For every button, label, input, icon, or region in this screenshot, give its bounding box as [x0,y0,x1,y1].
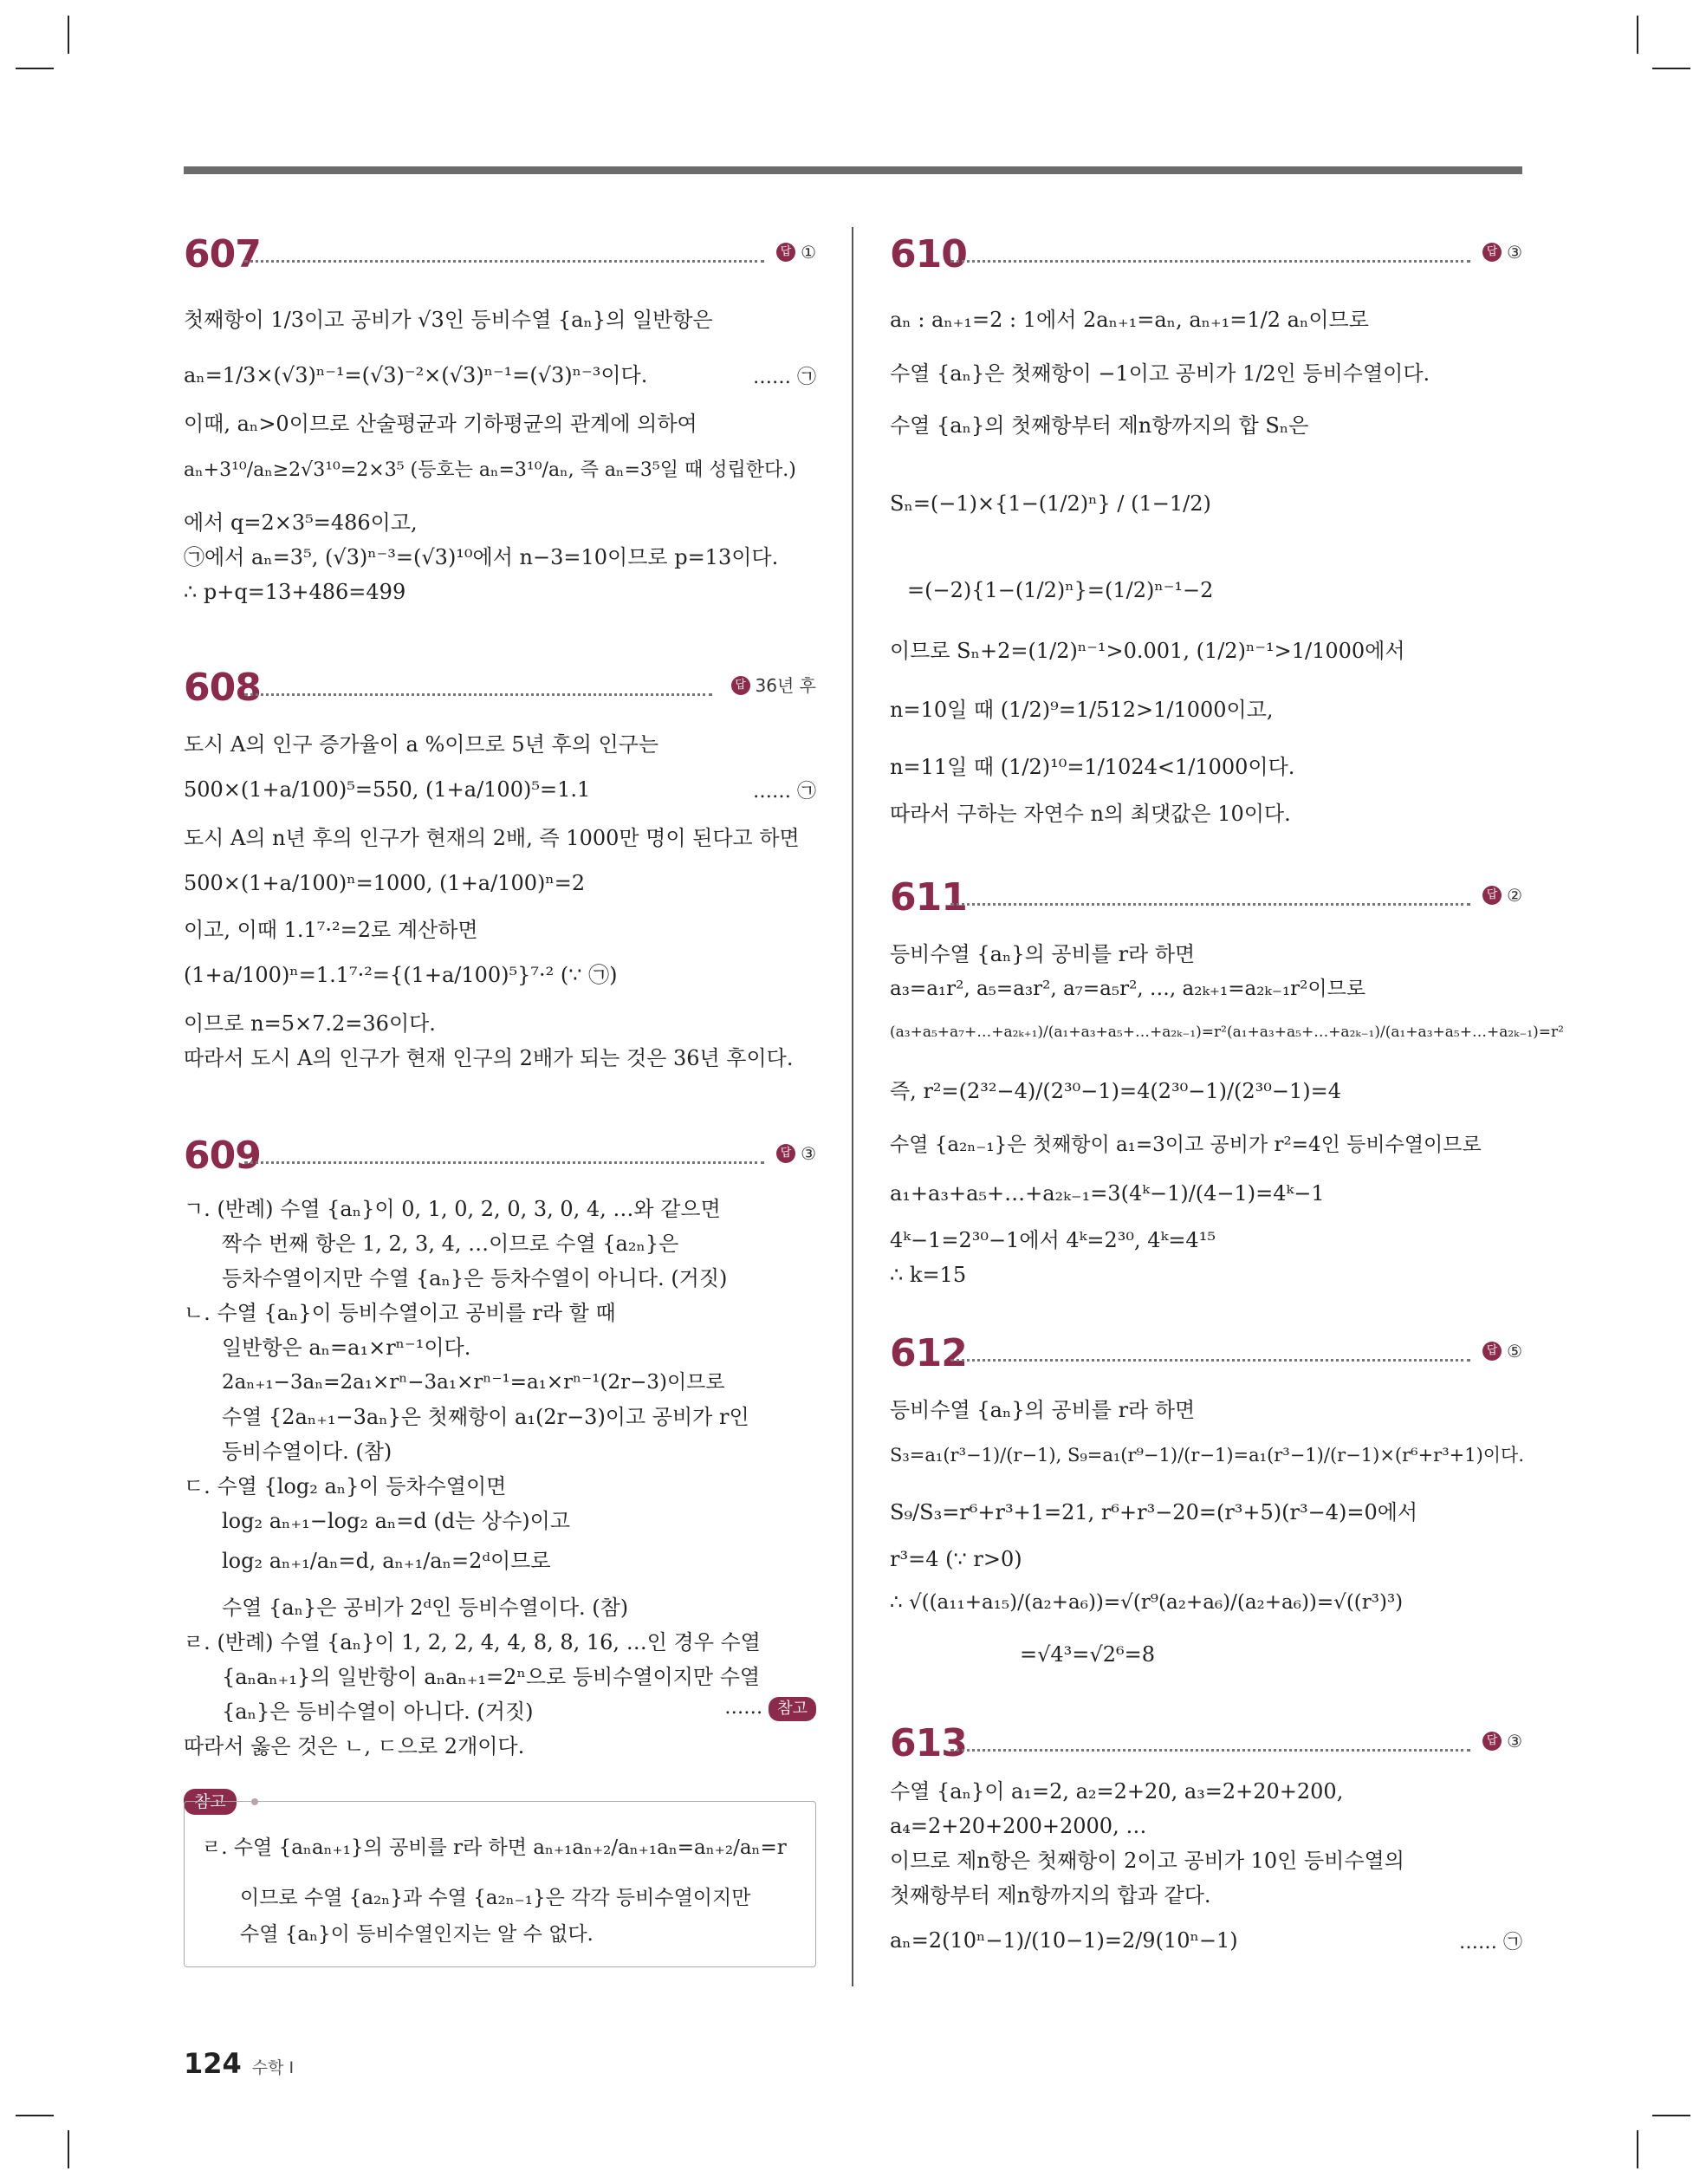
answer-value: ① [801,242,816,263]
text-line: S₉/S₃=r⁶+r³+1=21, r⁶+r³−20=(r³+5)(r³−4)=0에서 [890,1500,1418,1524]
text-line: ∴ k=15 [890,1263,967,1287]
text-line: a₁+a₃+a₅+…+a₂ₖ₋₁=3(4ᵏ−1)/(4−1)=4ᵏ−1 [890,1181,1325,1206]
problem-header [890,229,1522,281]
text-line: 첫째항이 1/3이고 공비가 √3인 등비수열 {aₙ}의 일반항은 [184,308,713,332]
answer-icon: 답 [1482,1732,1502,1751]
equation-mark: …… ㉠ [753,367,816,388]
answer-value: 36년 후 [755,675,816,696]
text-line: ㄴ. 수열 {aₙ}이 등비수열이고 공비를 r라 할 때 [184,1301,616,1325]
page-footer [184,2047,294,2080]
text-line: ∴ p+q=13+486=499 [184,580,406,604]
text-line: 4ᵏ−1=2³⁰−1에서 4ᵏ=2³⁰, 4ᵏ=4¹⁵ [890,1228,1216,1252]
problem-header [184,662,816,714]
problem-610 [890,229,1522,826]
problem-number: 607 [184,232,261,276]
answer [1482,1728,1522,1754]
problem-608 [184,662,816,1070]
text-line: {aₙaₙ₊₁}의 일반항이 aₙaₙ₊₁=2ⁿ으로 등비수열이지만 수열 [222,1665,761,1689]
text-line: a₃=a₁r², a₅=a₃r², a₇=a₅r², …, a₂ₖ₊₁=a₂ₖ₋₁r²이므로 [890,978,1366,1000]
reference-dots: …… [724,1697,763,1719]
text-line: aₙ : aₙ₊₁=2 : 1에서 2aₙ₊₁=aₙ, aₙ₊₁=1/2 aₙ이므로 [890,308,1369,332]
text-line: 등차수열이지만 수열 {aₙ}은 등차수열이 아니다. (거짓) [222,1266,728,1290]
text-line: Sₙ=(−1)×{1−(1/2)ⁿ} / (1−1/2) [890,491,1211,516]
answer-value: ③ [1507,242,1522,263]
text-line: 따라서 옳은 것은 ㄴ, ㄷ으로 2개이다. [184,1734,525,1758]
answer [1482,239,1522,265]
text-line: 500×(1+a/100)⁵=550, (1+a/100)⁵=1.1 [184,777,591,802]
text-line: (a₃+a₅+a₇+…+a₂ₖ₊₁)/(a₁+a₃+a₅+…+a₂ₖ₋₁)=r²(a₁+a₃+a₅+…+a₂ₖ₋₁)/(a₁+a₃+a₅+…+a₂ₖ₋₁)=r² [890,1024,1564,1041]
text-line: 일반항은 aₙ=a₁×rⁿ⁻¹이다. [222,1336,471,1360]
answer [1482,1338,1522,1364]
note-box [184,1801,816,1967]
equation-mark: …… ㉠ [1459,1932,1522,1953]
problem-number: 611 [890,875,967,920]
answer-value: ⑤ [1507,1341,1522,1362]
answer-icon: 답 [1482,1342,1502,1361]
crop-mark [1637,16,1638,54]
text-line: 500×(1+a/100)ⁿ=1000, (1+a/100)ⁿ=2 [184,871,586,895]
text-line: 즉, r²=(2³²−4)/(2³⁰−1)=4(2³⁰−1)/(2³⁰−1)=4 [890,1079,1342,1103]
text-line: ㄹ. (반례) 수열 {aₙ}이 1, 2, 2, 4, 4, 8, 8, 16, …인 경우 수열 [184,1630,761,1654]
problem-611 [890,872,1564,1287]
leader-dots [244,1161,764,1164]
leader-dots [950,1359,1470,1362]
crop-mark [16,2115,54,2116]
text-line: ∴ √((a₁₁+a₁₅)/(a₂+a₆))=√(r⁹(a₂+a₆)/(a₂+a₆))=√((r³)³) [890,1591,1404,1614]
answer [776,239,816,265]
problem-header [890,872,1522,924]
text-line: log₂ aₙ₊₁−log₂ aₙ=d (d는 상수)이고 [222,1509,570,1533]
answer-icon: 답 [1482,243,1502,262]
text-line: {aₙ}은 등비수열이 아니다. (거짓) [222,1700,534,1724]
answer-value: ② [1507,885,1522,906]
answer [776,1141,816,1167]
text-line: 등비수열이다. (참) [222,1440,392,1464]
crop-mark [68,2130,69,2168]
text-line: 수열 {a₂ₙ₋₁}은 첫째항이 a₁=3이고 공비가 r²=4인 등비수열이므로 [890,1134,1482,1156]
text-line: =√4³=√2⁶=8 [1020,1642,1155,1667]
text-line: 수열 {aₙ}은 첫째항이 −1이고 공비가 1/2인 등비수열이다. [890,361,1430,386]
problem-header [184,1130,816,1182]
page-number: 124 [184,2047,242,2080]
note-line: 이므로 수열 {a₂ₙ}과 수열 {a₂ₙ₋₁}은 각각 등비수열이지만 [240,1887,751,1909]
text-line: 따라서 구하는 자연수 n의 최댓값은 10이다. [890,802,1291,826]
leader-dots [244,693,712,696]
text-line: 수열 {aₙ}이 a₁=2, a₂=2+20, a₃=2+20+200, [890,1779,1344,1804]
reference-mark [724,1697,816,1721]
crop-mark [1652,68,1690,69]
text-line: ㄱ. (반례) 수열 {aₙ}이 0, 1, 0, 2, 0, 3, 0, 4, …와 같으면 [184,1197,721,1221]
text-line: a₄=2+20+200+2000, … [890,1814,1147,1838]
text-line: log₂ aₙ₊₁/aₙ=d, aₙ₊₁/aₙ=2ᵈ이므로 [222,1549,551,1573]
leader-dots [950,260,1470,263]
text-line: 이때, aₙ>0이므로 산술평균과 기하평균의 관계에 의하여 [184,412,697,436]
problem-number: 612 [890,1331,967,1375]
text-line: n=10일 때 (1/2)⁹=1/512>1/1000이고, [890,698,1274,722]
note-line: ㄹ. 수열 {aₙaₙ₊₁}의 공비를 r라 하면 aₙ₊₁aₙ₊₂/aₙ₊₁aₙ=aₙ₊₂/aₙ=r [202,1836,787,1859]
text-line: 수열 {2aₙ₊₁−3aₙ}은 첫째항이 a₁(2r−3)이고 공비가 r인 [222,1405,749,1429]
text-line: 도시 A의 n년 후의 인구가 현재의 2배, 즉 1000만 명이 된다고 하면 [184,826,800,850]
crop-mark [68,16,69,54]
answer-icon: 답 [731,676,750,695]
problem-607 [184,229,816,604]
problem-number: 608 [184,666,261,710]
crop-mark [1637,2130,1638,2168]
problem-612 [890,1328,1525,1667]
text-line: 수열 {aₙ}은 공비가 2ᵈ인 등비수열이다. (참) [222,1596,629,1620]
text-line: 이고, 이때 1.1⁷·²=2로 계산하면 [184,918,478,942]
text-line: 등비수열 {aₙ}의 공비를 r라 하면 [890,942,1196,966]
problem-header [890,1328,1522,1380]
text-line: 이므로 Sₙ+2=(1/2)ⁿ⁻¹>0.001, (1/2)ⁿ⁻¹>1/1000에서 [890,639,1405,663]
problem-number: 610 [890,232,967,276]
text-line: n=11일 때 (1/2)¹⁰=1/1024<1/1000이다. [890,755,1295,779]
equation-mark: …… ㉠ [753,781,816,803]
answer [731,673,816,699]
text-line: 짝수 번째 항은 1, 2, 3, 4, …이므로 수열 {a₂ₙ}은 [222,1232,679,1256]
text-line: r³=4 (∵ r>0) [890,1547,1022,1571]
answer-icon: 답 [1482,886,1502,905]
text-line: 2aₙ₊₁−3aₙ=2a₁×rⁿ−3a₁×rⁿ⁻¹=a₁×rⁿ⁻¹(2r−3)이므로 [222,1371,725,1394]
problem-header [184,229,816,281]
header-rule [184,166,1522,174]
text-line: 수열 {aₙ}의 첫째항부터 제n항까지의 합 Sₙ은 [890,413,1309,438]
answer-icon: 답 [776,1144,795,1163]
leader-dots [950,903,1470,906]
text-line: ㄷ. 수열 {log₂ aₙ}이 등차수열이면 [184,1474,507,1498]
text-line: 등비수열 {aₙ}의 공비를 r라 하면 [890,1398,1196,1422]
answer [1482,882,1522,908]
text-line: S₃=a₁(r³−1)/(r−1), S₉=a₁(r⁹−1)/(r−1)=a₁(r³−1)/(r−1)×(r⁶+r³+1)이다. [890,1445,1525,1466]
problem-609 [184,1130,816,1946]
crop-mark [16,68,54,69]
note-label: 참고 [184,1789,237,1815]
problem-header [890,1718,1522,1770]
column-divider [852,227,853,1986]
text-line: 도시 A의 인구 증가율이 a %이므로 5년 후의 인구는 [184,732,659,757]
text-line: aₙ=2(10ⁿ−1)/(10−1)=2/9(10ⁿ−1) [890,1928,1238,1953]
text-line: 이므로 n=5×7.2=36이다. [184,1011,436,1036]
text-line: =(−2){1−(1/2)ⁿ}=(1/2)ⁿ⁻¹−2 [907,578,1214,602]
text-line: 이므로 제n항은 첫째항이 2이고 공비가 10인 등비수열의 [890,1849,1404,1873]
text-line: (1+a/100)ⁿ=1.1⁷·²={(1+a/100)⁵}⁷·² (∵ ㉠) [184,963,618,987]
crop-mark [1652,2115,1690,2116]
text-line: 첫째항부터 제n항까지의 합과 같다. [890,1883,1211,1908]
leader-dots [950,1749,1470,1752]
reference-tag: 참고 [769,1697,816,1721]
text-line: aₙ+3¹⁰/aₙ≥2√3¹⁰=2×3⁵ (등호는 aₙ=3¹⁰/aₙ, 즉 aₙ=3⁵일 때 성립한다.) [184,459,796,481]
leader-dots [244,260,764,263]
problem-number: 613 [890,1721,967,1765]
note-line: 수열 {aₙ}이 등비수열인지는 알 수 없다. [240,1923,594,1946]
text-line: 따라서 도시 A의 인구가 현재 인구의 2배가 되는 것은 36년 후이다. [184,1046,794,1070]
text-line: aₙ=1/3×(√3)ⁿ⁻¹=(√3)⁻²×(√3)ⁿ⁻¹=(√3)ⁿ⁻³이다. [184,363,648,387]
problem-number: 609 [184,1134,261,1178]
answer-value: ③ [801,1143,816,1164]
problem-613 [890,1718,1522,1953]
text-line: 에서 q=2×3⁵=486이고, [184,510,418,535]
answer-icon: 답 [776,243,795,262]
answer-value: ③ [1507,1731,1522,1752]
text-line: ㉠에서 aₙ=3⁵, (√3)ⁿ⁻³=(√3)¹⁰에서 n−3=10이므로 p=13이다. [184,545,779,569]
page-subject: 수학 I [251,2058,295,2077]
